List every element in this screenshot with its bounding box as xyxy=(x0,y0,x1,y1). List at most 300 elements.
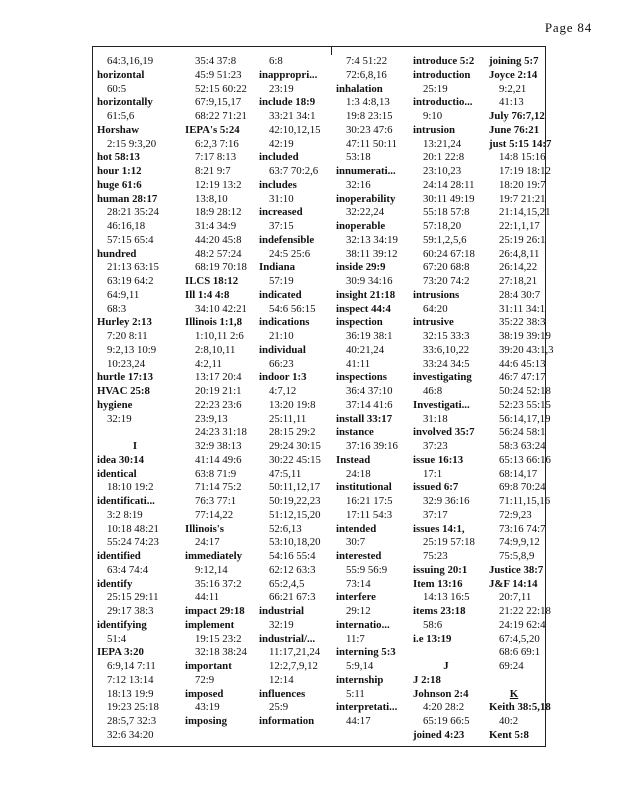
index-term: identifying xyxy=(97,618,147,631)
index-column-4 xyxy=(336,55,411,729)
index-locator: 4:20 28:2 xyxy=(423,701,465,714)
index-locator: 45:9 51:23 xyxy=(195,68,242,81)
index-locator: 5:9,14 xyxy=(346,660,374,672)
word-index-frame xyxy=(92,46,554,747)
index-locator: 13:20 19:8 xyxy=(269,398,316,411)
index-locator: 25:19 xyxy=(423,82,448,95)
index-locator: 33:21 34:1 xyxy=(269,110,316,122)
index-locator: 55:24 74:23 xyxy=(107,536,159,549)
index-term: indefensible xyxy=(259,233,315,246)
index-locator: 50:24 52:18 xyxy=(499,385,551,397)
index-locator: 35:16 37:2 xyxy=(195,577,242,590)
index-locator: 68:19 70:18 xyxy=(195,261,247,274)
index-term: issuing 20:1 xyxy=(413,563,468,576)
index-locator: 19:7 21:21 xyxy=(499,192,546,205)
index-locator: 13:17 20:4 xyxy=(195,371,242,384)
index-term: intrusions xyxy=(413,288,460,301)
index-term: hygiene xyxy=(97,398,133,411)
index-locator: 7:4 51:22 xyxy=(346,55,388,67)
index-locator: 20:7,11 xyxy=(499,591,532,604)
index-term: individual xyxy=(259,343,306,356)
index-locator: 56:14,17,19 xyxy=(499,412,551,425)
index-locator: 18:20 19:7 xyxy=(499,178,546,191)
index-term: intrusive xyxy=(413,316,454,329)
index-locator: 1:3 4:8,13 xyxy=(346,96,390,109)
index-term: ILCS 18:12 xyxy=(185,275,239,287)
index-locator: 73:20 74:2 xyxy=(423,275,470,287)
index-term: interested xyxy=(336,550,382,562)
index-term: identified xyxy=(97,550,141,562)
index-locator: 32:13 34:19 xyxy=(346,233,398,246)
index-term: Indiana xyxy=(259,261,296,274)
index-locator: 37:17 xyxy=(423,508,448,521)
index-locator: 40:2 xyxy=(499,715,519,727)
index-term: J 2:18 xyxy=(413,673,441,686)
index-term: interfere xyxy=(336,591,376,604)
index-term: Instead xyxy=(336,453,371,466)
index-term: Illinois's xyxy=(185,522,225,535)
index-locator: 29:12 xyxy=(346,605,371,617)
index-term: hot 58:13 xyxy=(97,151,140,164)
section-letter: I xyxy=(132,440,138,452)
index-locator: 34:10 42:21 xyxy=(195,302,247,315)
index-locator: 32:16 xyxy=(346,178,371,191)
blank-line xyxy=(413,646,487,660)
index-locator: 17:19 18:12 xyxy=(499,165,551,177)
index-locator: 32:6 34:20 xyxy=(107,728,154,741)
index-locator: 55:18 57:8 xyxy=(423,206,470,219)
index-column-1 xyxy=(97,55,181,743)
index-term: IEPA's 5:24 xyxy=(185,123,240,136)
index-locator: 23:9,13 xyxy=(195,412,228,425)
index-locator: 17:1 xyxy=(423,467,443,480)
index-locator: 67:20 68:8 xyxy=(423,261,470,274)
index-term: issued 6:7 xyxy=(413,481,459,494)
index-locator: 30:22 45:15 xyxy=(269,453,321,466)
index-locator: 47:5,11 xyxy=(269,467,302,480)
blank-line xyxy=(97,426,181,440)
index-term: includes xyxy=(259,178,297,191)
index-locator: 47:11 50:11 xyxy=(346,137,398,150)
index-locator: 9:12,14 xyxy=(195,563,228,576)
index-locator: 10:23,24 xyxy=(107,357,146,370)
index-term: J&F 14:14 xyxy=(489,577,538,590)
index-locator: 21:10 xyxy=(269,330,294,342)
index-locator: 68:3 xyxy=(107,302,127,315)
index-term: instance xyxy=(336,426,374,439)
index-term: joined 4:23 xyxy=(413,728,465,741)
index-locator: 36:19 38:1 xyxy=(346,330,393,342)
index-term: human 28:17 xyxy=(97,192,158,205)
index-term: inspections xyxy=(336,371,387,384)
index-locator: 32:19 xyxy=(107,412,132,425)
index-locator: 17:11 54:3 xyxy=(346,508,393,521)
index-locator: 38:11 39:12 xyxy=(346,247,398,260)
index-locator: 69:8 70:24 xyxy=(499,481,546,494)
index-term: horizontal xyxy=(97,68,145,81)
index-locator: 21:22 22:18 xyxy=(499,605,551,617)
index-locator: 32:9 36:16 xyxy=(423,495,470,507)
index-term: included xyxy=(259,151,299,164)
index-locator: 65:2,4,5 xyxy=(269,577,305,590)
index-locator: 61:5,6 xyxy=(107,110,135,122)
index-locator: 72:6,8,16 xyxy=(346,68,387,81)
index-locator: 18:10 19:2 xyxy=(107,481,154,494)
index-locator: 14:13 16:5 xyxy=(423,591,470,604)
index-locator: 72:9,23 xyxy=(499,508,532,521)
index-locator: 37:16 39:16 xyxy=(346,440,398,452)
index-locator: 12:2,7,9,12 xyxy=(269,660,318,672)
index-term: just 5:15 14:7 xyxy=(489,137,552,150)
index-column-6 xyxy=(489,55,554,743)
index-locator: 41:13 xyxy=(499,96,524,109)
index-locator: 25:19 26:1 xyxy=(499,233,546,246)
index-locator: 32:9 38:13 xyxy=(195,440,242,452)
index-locator: 60:24 67:18 xyxy=(423,247,475,260)
index-locator: 55:9 56:9 xyxy=(346,563,388,576)
index-term: involved 35:7 xyxy=(413,426,475,439)
index-locator: 63:4 74:4 xyxy=(107,563,149,576)
index-term: imposed xyxy=(185,687,224,700)
index-locator: 11:17,21,24 xyxy=(269,646,321,659)
index-locator: 64:9,11 xyxy=(107,288,140,301)
index-locator: 73:14 xyxy=(346,577,371,590)
index-locator: 30:23 47:6 xyxy=(346,123,393,136)
index-locator: 23:10,23 xyxy=(423,165,462,177)
index-locator: 31:11 34:1 xyxy=(499,302,546,315)
index-locator: 72:9 xyxy=(195,673,215,686)
index-locator: 71:14 75:2 xyxy=(195,481,242,494)
index-locator: 10:18 48:21 xyxy=(107,522,159,535)
index-locator: 6:8 xyxy=(269,55,283,67)
index-locator: 51:12,15,20 xyxy=(269,508,321,521)
index-term: immediately xyxy=(185,550,242,562)
index-locator: 33:24 34:5 xyxy=(423,357,470,370)
index-locator: 5:11 xyxy=(346,687,365,700)
index-locator: 19:8 23:15 xyxy=(346,110,393,122)
index-locator: 53:18 xyxy=(346,151,371,164)
index-locator: 3:2 8:19 xyxy=(107,508,143,521)
index-locator: 75:5,8,9 xyxy=(499,550,535,562)
index-term: IEPA 3:20 xyxy=(97,646,144,659)
index-locator: 44:20 45:8 xyxy=(195,233,242,246)
index-locator: 36:4 37:10 xyxy=(346,385,393,397)
index-term: introduction xyxy=(413,68,471,81)
index-locator: 37:14 41:6 xyxy=(346,398,393,411)
index-locator: 66:23 xyxy=(269,357,294,370)
index-locator: 35:4 37:8 xyxy=(195,55,237,67)
index-term: Justice 38:7 xyxy=(489,563,544,576)
index-locator: 25:19 57:18 xyxy=(423,536,475,549)
index-locator: 24:5 25:6 xyxy=(269,247,311,260)
index-term: idea 30:14 xyxy=(97,453,145,466)
index-locator: 13:21,24 xyxy=(423,137,462,150)
index-locator: 24:23 31:18 xyxy=(195,426,247,439)
index-locator: 46:7 47:17 xyxy=(499,371,546,384)
index-term: i.e 13:19 xyxy=(413,632,452,645)
index-locator: 38:19 39:19 xyxy=(499,330,551,342)
index-term: inside 29:9 xyxy=(336,261,386,274)
index-term: innumerati... xyxy=(336,165,396,177)
index-locator: 52:23 55:15 xyxy=(499,398,551,411)
index-locator: 32:15 33:3 xyxy=(423,330,470,342)
index-locator: 46:16,18 xyxy=(107,220,146,232)
section-letter: J xyxy=(443,660,449,672)
index-term: internship xyxy=(336,673,384,686)
index-locator: 27:18,21 xyxy=(499,275,538,287)
index-locator: 65:19 66:5 xyxy=(423,715,470,727)
index-term: Item 13:16 xyxy=(413,577,463,590)
index-term: include 18:9 xyxy=(259,96,316,109)
index-locator: 56:24 58:1 xyxy=(499,426,546,439)
index-locator: 14:8 15:16 xyxy=(499,151,546,164)
index-term: June 76:21 xyxy=(489,123,540,136)
blank-line xyxy=(489,674,547,688)
index-locator: 28:4 30:7 xyxy=(499,288,541,301)
index-locator: 43:19 xyxy=(195,701,220,714)
index-locator: 2:8,10,11 xyxy=(195,343,236,356)
index-term: intended xyxy=(336,522,377,535)
index-locator: 32:19 xyxy=(269,618,294,631)
index-locator: 7:12 13:14 xyxy=(107,673,154,686)
index-locator: 68:22 71:21 xyxy=(195,110,247,122)
index-locator: 19:15 23:2 xyxy=(195,632,242,645)
index-term: Illinois 1:1,8 xyxy=(185,316,242,329)
index-term: important xyxy=(185,660,232,672)
index-locator: 73:16 74:7 xyxy=(499,522,546,535)
index-term: Horshaw xyxy=(97,123,139,136)
index-term: hurtle 17:13 xyxy=(97,371,154,384)
index-locator: 65:13 66:16 xyxy=(499,453,551,466)
index-locator: 64:20 xyxy=(423,302,448,315)
index-locator: 44:17 xyxy=(346,715,371,727)
index-term: horizontally xyxy=(97,96,153,109)
index-locator: 58:3 63:24 xyxy=(499,440,546,452)
index-locator: 28:21 35:24 xyxy=(107,206,159,219)
index-column-5 xyxy=(413,55,487,743)
index-locator: 18:9 28:12 xyxy=(195,206,242,219)
page-number: Page 84 xyxy=(544,20,592,35)
index-locator: 1:10,11 2:6 xyxy=(195,330,244,342)
index-term: imposing xyxy=(185,715,228,727)
index-locator: 16:21 17:5 xyxy=(346,495,393,507)
index-locator: 46:8 xyxy=(423,385,443,397)
index-locator: 71:11,15,16 xyxy=(499,495,551,507)
index-term: influences xyxy=(259,687,306,700)
index-locator: 25:15 29:11 xyxy=(107,591,159,604)
index-locator: 60:5 xyxy=(107,82,127,95)
index-locator: 21:13 63:15 xyxy=(107,261,159,274)
index-locator: 54:6 56:15 xyxy=(269,302,316,315)
index-locator: 26:4,8,11 xyxy=(499,247,540,260)
index-locator: 22:1,1,17 xyxy=(499,220,540,232)
index-locator: 53:10,18,20 xyxy=(269,536,321,549)
index-locator: 22:23 23:6 xyxy=(195,398,242,411)
index-term: Keith 38:5,18 xyxy=(489,701,551,714)
index-locator: 23:19 xyxy=(269,82,294,95)
index-locator: 67:4,5,20 xyxy=(499,632,540,645)
index-locator: 41:14 49:6 xyxy=(195,453,242,466)
index-locator: 52:15 60:22 xyxy=(195,82,247,95)
index-term: interning 5:3 xyxy=(336,646,396,659)
index-locator: 40:21,24 xyxy=(346,343,385,356)
index-locator: 64:3,16,19 xyxy=(107,55,154,67)
index-term: institutional xyxy=(336,481,392,494)
index-locator: 57:18,20 xyxy=(423,220,462,232)
index-locator: 24:18 xyxy=(346,467,371,480)
index-term: hour 1:12 xyxy=(97,165,142,177)
index-locator: 63:8 71:9 xyxy=(195,467,237,480)
index-locator: 24:14 28:11 xyxy=(423,178,475,191)
index-term: issue 16:13 xyxy=(413,453,464,466)
index-term: internatio... xyxy=(336,618,390,631)
frame-tick xyxy=(331,47,332,55)
index-locator: 66:21 67:3 xyxy=(269,591,316,604)
index-locator: 4:2,11 xyxy=(195,357,222,370)
index-term: inoperable xyxy=(336,220,386,232)
index-locator: 8:21 9:7 xyxy=(195,165,231,177)
index-locator: 37:15 xyxy=(269,220,294,232)
index-term: inappropri... xyxy=(259,68,318,81)
index-locator: 25:11,11 xyxy=(269,412,307,425)
index-term: information xyxy=(259,715,315,727)
index-term: July 76:7,12 xyxy=(489,110,545,122)
index-locator: 77:14,22 xyxy=(195,508,234,521)
index-term: industrial xyxy=(259,605,305,617)
index-term: industrial/... xyxy=(259,632,316,645)
index-term: introduce 5:2 xyxy=(413,55,475,67)
index-locator: 42:10,12,15 xyxy=(269,123,321,136)
index-locator: 39:20 43:1,3 xyxy=(499,343,554,356)
index-locator: 33:6,10,22 xyxy=(423,343,470,356)
index-term: intrusion xyxy=(413,123,456,136)
index-term: Investigati... xyxy=(413,398,470,411)
index-term: items 23:18 xyxy=(413,605,466,617)
index-term: increased xyxy=(259,206,303,219)
index-locator: 21:14,15,21 xyxy=(499,206,551,219)
index-locator: 19:23 25:18 xyxy=(107,701,159,714)
index-locator: 69:24 xyxy=(499,660,524,672)
index-term: inspection xyxy=(336,316,383,329)
index-locator: 7:17 8:13 xyxy=(195,151,237,164)
index-locator: 74:9,9,12 xyxy=(499,536,540,549)
index-locator: 26:14,22 xyxy=(499,261,538,274)
index-locator: 57:19 xyxy=(269,275,294,287)
index-locator: 13:8,10 xyxy=(195,192,228,205)
index-locator: 54:16 55:4 xyxy=(269,550,316,562)
index-locator: 41:11 xyxy=(346,357,371,370)
index-locator: 75:23 xyxy=(423,550,448,562)
index-locator: 11:7 xyxy=(346,632,365,645)
index-term: interpretati... xyxy=(336,701,398,714)
index-locator: 9:10 xyxy=(423,110,443,122)
index-locator: 6:2,3 7:16 xyxy=(195,137,239,150)
index-term: HVAC 25:8 xyxy=(97,385,150,397)
index-term: inhalation xyxy=(336,82,383,95)
index-term: Ill 1:4 4:8 xyxy=(185,288,230,301)
index-locator: 20:19 21:1 xyxy=(195,385,242,397)
index-term: huge 61:6 xyxy=(97,178,142,191)
index-locator: 28:15 29:2 xyxy=(269,426,316,439)
index-locator: 2:15 9:3,20 xyxy=(107,137,157,150)
index-term: indicated xyxy=(259,288,302,301)
index-locator: 20:1 22:8 xyxy=(423,151,465,164)
index-locator: 52:6,13 xyxy=(269,522,302,535)
index-term: joining 5:7 xyxy=(489,55,539,67)
index-term: identify xyxy=(97,577,133,590)
index-locator: 12:19 13:2 xyxy=(195,178,242,191)
index-locator: 32:18 38:24 xyxy=(195,646,247,659)
index-locator: 30:11 49:19 xyxy=(423,192,475,205)
index-locator: 29:17 38:3 xyxy=(107,605,154,617)
index-term: investigating xyxy=(413,371,472,384)
index-locator: 59:1,2,5,6 xyxy=(423,233,467,246)
index-locator: 44:6 45:13 xyxy=(499,357,546,370)
index-term: Joyce 2:14 xyxy=(489,68,538,81)
index-locator: 51:4 xyxy=(107,632,127,645)
index-term: identificati... xyxy=(97,495,155,507)
index-locator: 62:12 63:3 xyxy=(269,563,316,576)
index-locator: 6:9,14 7:11 xyxy=(107,660,156,672)
index-term: Hurley 2:13 xyxy=(97,316,152,329)
index-locator: 76:3 77:1 xyxy=(195,495,237,507)
index-locator: 48:2 57:24 xyxy=(195,247,242,260)
index-term: inoperability xyxy=(336,192,396,205)
index-locator: 7:20 8:11 xyxy=(107,330,148,342)
index-locator: 12:14 xyxy=(269,673,294,686)
index-term: inspect 44:4 xyxy=(336,302,391,315)
index-term: identical xyxy=(97,467,137,480)
index-term: install 33:17 xyxy=(336,412,393,425)
index-locator: 63:19 64:2 xyxy=(107,275,154,287)
index-term: impact 29:18 xyxy=(185,605,245,617)
index-locator: 50:19,22,23 xyxy=(269,495,321,507)
index-locator: 31:10 xyxy=(269,192,294,205)
index-locator: 4:7,12 xyxy=(269,385,297,397)
index-locator: 24:17 xyxy=(195,536,220,549)
index-locator: 28:5,7 32:3 xyxy=(107,715,157,727)
index-locator: 9:2,13 10:9 xyxy=(107,343,157,356)
section-letter: K xyxy=(509,687,519,700)
index-locator: 30:7 xyxy=(346,536,366,549)
index-locator: 68:14,17 xyxy=(499,467,538,480)
index-locator: 37:23 xyxy=(423,440,448,452)
index-locator: 44:11 xyxy=(195,591,220,604)
index-term: indications xyxy=(259,316,310,329)
index-column-2 xyxy=(185,55,257,729)
index-locator: 32:22,24 xyxy=(346,206,385,219)
index-term: issues 14:1, xyxy=(413,522,465,535)
index-locator: 25:9 xyxy=(269,701,289,714)
index-locator: 63:7 70:2,6 xyxy=(269,165,319,177)
index-term: insight 21:18 xyxy=(336,288,396,301)
index-locator: 18:13 19:9 xyxy=(107,687,154,700)
index-term: implement xyxy=(185,618,235,631)
index-term: Kent 5:8 xyxy=(489,728,529,741)
index-locator: 31:4 34:9 xyxy=(195,220,237,232)
index-term: hundred xyxy=(97,247,137,260)
index-locator: 35:22 38:3 xyxy=(499,316,546,329)
index-locator: 24:19 62:4 xyxy=(499,618,546,631)
index-term: Johnson 2:4 xyxy=(413,687,469,700)
index-locator: 9:2,21 xyxy=(499,82,527,95)
index-locator: 58:6 xyxy=(423,618,443,631)
index-locator: 31:18 xyxy=(423,412,448,425)
index-locator: 30:9 34:16 xyxy=(346,275,393,287)
index-locator: 50:11,12,17 xyxy=(269,481,321,494)
index-column-3 xyxy=(259,55,333,729)
index-locator: 68:6 69:1 xyxy=(499,646,541,659)
